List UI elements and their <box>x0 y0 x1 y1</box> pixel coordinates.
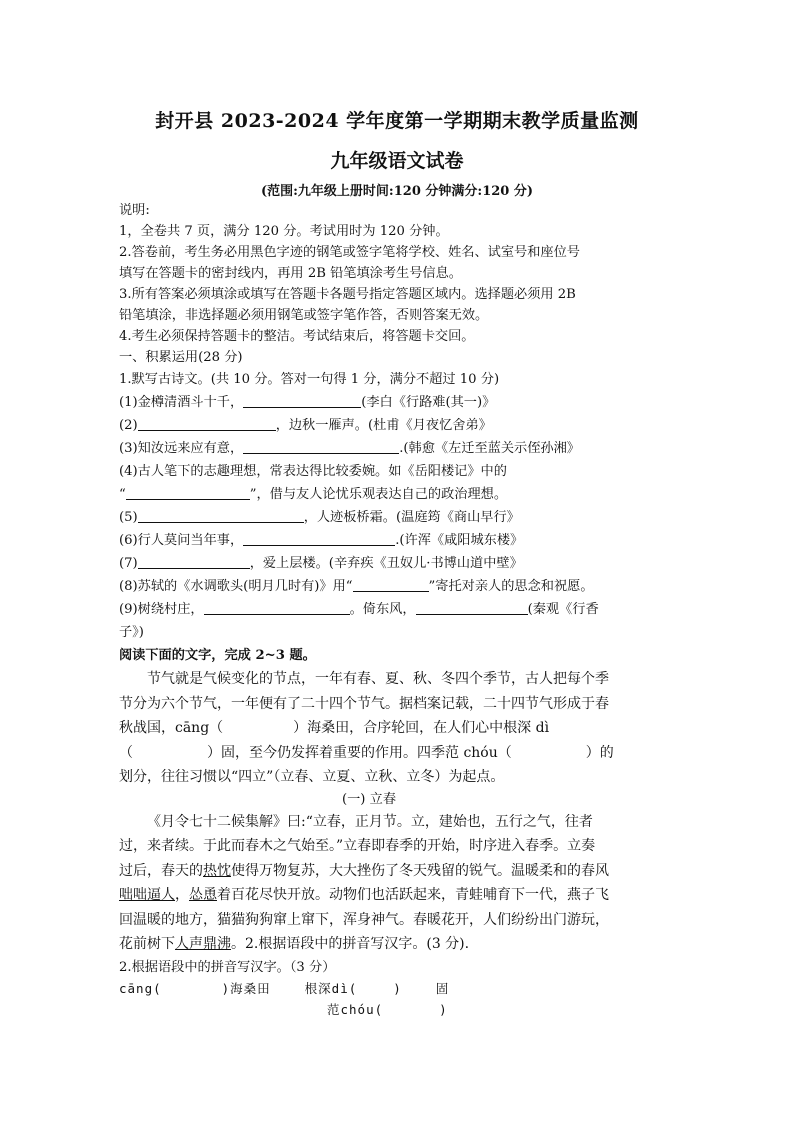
q2-cang: cāng( <box>119 980 162 996</box>
q1-2-source: ，边秋一雁声。(杜甫《月夜忆舍弟》 <box>275 418 492 433</box>
q1-1-text: (1)金樽清酒斗十千， <box>119 395 244 410</box>
q1-9-text: (9)树绕村庄， <box>119 602 204 617</box>
p2-l6a: 花前树下 <box>119 936 175 952</box>
sub-heading: (一) 立春 <box>341 791 397 807</box>
question-1-4: (4)古人笔下的志趣理想，常表达得比较委婉。如《岳阳楼记》中的 <box>119 464 507 479</box>
q2-chou: 范chóu( <box>327 1001 384 1017</box>
underlined-word: 人声鼎沸 <box>175 936 231 952</box>
q1-5-source: ，人迹板桥霜。(温庭筠《商山早行》 <box>303 510 520 525</box>
q2-cang-rest: )海桑田 <box>221 980 271 996</box>
question-2-stem: 2.根据语段中的拼音写汉字。（3 分） <box>119 959 336 975</box>
question-1-9 <box>119 598 679 621</box>
p1-l4b: ）固，至今仍发挥着重要的作用。四季范 chóu（ <box>207 744 512 761</box>
q1-8-rest: ”寄托对亲人的思念和祝愿。 <box>428 579 594 594</box>
para1-line: 划分，往往习惯以“四立”（立春、立夏、立秋、立冬）为起点。 <box>119 769 505 785</box>
q1-7-text: (7) <box>119 556 138 571</box>
exam-body <box>119 200 679 1020</box>
q1-6-source: .(许浑《咸阳城东楼》 <box>395 533 524 548</box>
para2-line <box>119 932 679 957</box>
para2-line: 过，来者续。于此而春木之气始至。”立春即春季的开始，时序进入春季。立奏 <box>119 838 596 854</box>
q1-4-rest: ”，借与友人论忧乐观表达自己的政治理想。 <box>249 487 508 502</box>
answer-blank[interactable] <box>243 531 395 546</box>
reading-intro: 阅读下面的文字，完成 2~3 题。 <box>119 648 316 663</box>
p1-l3b: ）海桑田，合序轮回，在人们心中根深 dì <box>293 720 550 736</box>
underlined-word: 怂恿 <box>189 887 217 903</box>
p1-l4c: ）的 <box>585 744 614 761</box>
q1-3-source: .(韩愈《左迁至蓝关示侄孙湘》 <box>399 441 580 456</box>
question-2-answers <box>119 978 679 999</box>
question-1-4-cont <box>119 483 679 506</box>
exam-scope: (范围:九年级上册时间:120 分钟满分:120 分) <box>260 184 534 199</box>
note-line: 2.答卷前，考生务必用黑色字迹的钢笔或签字笔将学校、姓名、试室号和座位号 <box>119 245 580 260</box>
question-1-2 <box>119 414 679 437</box>
answer-blank[interactable] <box>243 439 399 454</box>
q1-5-text: (5) <box>119 510 138 525</box>
para1-line: 节气就是气候变化的节点，一年有春、夏、秋、冬四个季节，古人把每个季 <box>147 671 609 687</box>
para1-line <box>119 741 679 766</box>
p2-l6b: 。2.根据语段中的拼音写汉字。(3 分). <box>231 936 470 952</box>
note-line: 铅笔填涂，非选择题必须用钢笔或签字笔作答，否则答案无效。 <box>119 308 489 323</box>
note-line: 4.考生必须保持答题卡的整洁。考试结束后，将答题卡交回。 <box>119 329 475 344</box>
q1-8-text: (8)苏轼的《水调歌头(明月几时有)》用“ <box>119 579 353 594</box>
question-1-3 <box>119 437 679 460</box>
notes-heading: 说明: <box>119 203 150 218</box>
q2-chou-close: ) <box>439 1001 448 1017</box>
question-1-6 <box>119 529 679 552</box>
q1-7-source: ，爱上层楼。(辛弃疾《丑奴儿·书博山道中壁》 <box>249 556 523 571</box>
underlined-word: 热忱 <box>203 862 231 879</box>
answer-blank[interactable] <box>138 554 250 569</box>
question-1-7 <box>119 552 679 575</box>
p2-l3a: 过后，春天的 <box>119 862 203 879</box>
para1-line <box>119 716 679 741</box>
para2-line: 《月令七十二候集解》曰:“立春，正月节。立，建始也，五行之气，往者 <box>147 813 593 830</box>
note-line: 3.所有答案必须填涂或填写在答题卡各题号指定答题区域内。选择题必须用 2B <box>119 287 576 302</box>
q1-9-source: (秦观《行香 <box>527 602 599 617</box>
p2-l4b: 着百花尽快开放。动物们也活跃起来，青蛙哺育下一代，燕子飞 <box>217 887 609 903</box>
question-2-answers-2 <box>119 999 679 1020</box>
q1-3-text: (3)知汝远来应有意， <box>119 441 244 456</box>
exam-subtitle: 九年级语文试卷 <box>330 150 464 172</box>
answer-blank[interactable] <box>126 485 250 500</box>
answer-blank[interactable] <box>204 600 350 615</box>
answer-blank[interactable] <box>353 577 429 592</box>
q1-1-source: (李白《行路难(其一)》 <box>361 395 496 410</box>
answer-blank[interactable] <box>243 393 361 408</box>
note-line: 填写在答题卡的密封线内，再用 2B 铅笔填涂考生号信息。 <box>119 266 462 281</box>
answer-blank[interactable] <box>138 416 276 431</box>
q2-di-rest: 固 <box>435 980 450 996</box>
question-1-8 <box>119 575 679 598</box>
para2-line: 回温暖的地方，猫猫狗狗窜上窜下，浑身神气。春暖花开，人们纷纷出门游玩， <box>119 911 609 928</box>
p2-l3b: 使得万物复苏，大大挫伤了冬天残留的锐气。温暖柔和的春风 <box>231 862 609 879</box>
question-1-9-cont: 子》) <box>119 625 144 640</box>
para2-line <box>119 859 679 884</box>
question-1-5 <box>119 506 679 529</box>
quote-open: “ <box>119 487 126 502</box>
note-line: 1，全卷共 7 页，满分 120 分。考试用时为 120 分钟。 <box>119 224 449 239</box>
p2-l4a: ， <box>175 887 189 903</box>
q1-2-text: (2) <box>119 418 138 433</box>
underlined-word: 咄咄逼人 <box>119 887 175 903</box>
answer-blank[interactable] <box>138 508 304 523</box>
question-1-1 <box>119 391 679 414</box>
para1-line: 节分为六个节气，一年便有了二十四个节气。据档案记载，二十四节气形成于春 <box>119 695 609 712</box>
para2-line <box>119 883 679 908</box>
exam-title: 封开县 2023-2024 学年度第一学期期末教学质量监测 <box>155 110 639 132</box>
q1-6-text: (6)行人莫问当年事， <box>119 533 244 548</box>
q2-di-close: ) <box>393 980 402 996</box>
q2-di: 根深dì( <box>304 980 358 996</box>
answer-blank[interactable] <box>416 600 528 615</box>
p1-l3a: 秋战国，cāng（ <box>119 720 224 736</box>
p1-l4a: （ <box>119 744 133 761</box>
section-heading: 一、积累运用(28 分) <box>119 350 243 365</box>
question-1-stem: 1.默写古诗文。(共 10 分。答对一句得 1 分，满分不超过 10 分) <box>119 372 500 387</box>
q1-9-mid: 。倚东风， <box>349 602 416 617</box>
